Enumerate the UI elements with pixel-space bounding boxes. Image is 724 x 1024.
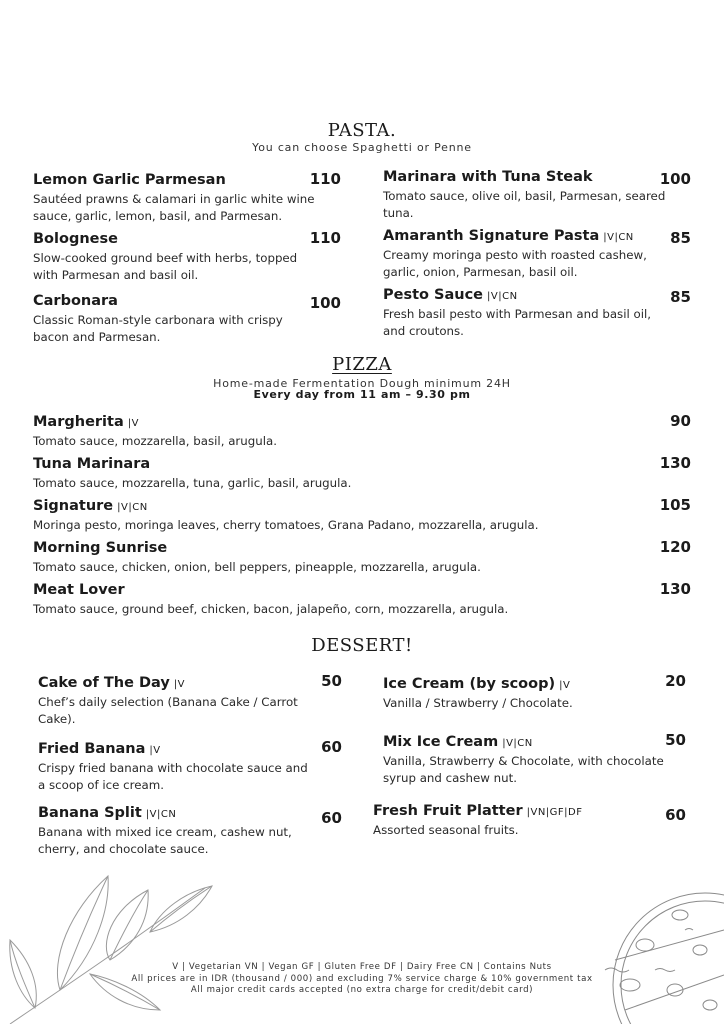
item-name: Meat Lover <box>33 582 125 598</box>
item-description: Vanilla / Strawberry / Chocolate. <box>383 696 573 710</box>
item-description: Tomato sauce, mozzarella, tuna, garlic, basil, arugula. <box>33 476 352 490</box>
menu-item <box>38 741 318 794</box>
item-description: Vanilla, Strawberry & Chocolate, with chocolate syrup and cashew nut. <box>383 754 664 785</box>
menu-item <box>33 540 633 576</box>
item-price: 85 <box>670 288 691 306</box>
item-price: 130 <box>659 580 691 598</box>
pizza-illustration-icon <box>585 890 724 1024</box>
item-description: Tomato sauce, chicken, onion, bell peppers, pineapple, mozzarella, arugula. <box>33 560 481 574</box>
item-name: Fried Banana <box>38 741 146 757</box>
item-name: Cake of The Day <box>38 675 170 691</box>
item-description: Crispy fried banana with chocolate sauce and a scoop of ice cream. <box>38 761 308 792</box>
dietary-tag: |V|CN <box>145 809 177 820</box>
item-price: 60 <box>321 738 342 756</box>
dietary-tag: |V <box>559 680 571 691</box>
item-name: Banana Split <box>38 805 142 821</box>
item-price: 50 <box>665 731 686 749</box>
item-name: Margherita <box>33 414 124 430</box>
item-name: Amaranth Signature Pasta <box>383 228 600 244</box>
item-name: Lemon Garlic Parmesan <box>33 172 226 188</box>
item-price: 20 <box>665 672 686 690</box>
item-description: Tomato sauce, mozzarella, basil, arugula. <box>33 434 277 448</box>
menu-item <box>383 287 673 340</box>
menu-item <box>383 676 673 712</box>
item-price: 130 <box>659 454 691 472</box>
footer-payment-note: All major credit cards accepted (no extra charge for credit/debit card) <box>190 985 534 995</box>
menu-item <box>33 498 633 534</box>
footer-prices-note: All prices are in IDR (thousand / 000) and excluding 7% service charge & 10% government tax <box>131 973 593 984</box>
menu-item <box>33 231 318 284</box>
menu-item <box>383 734 673 787</box>
item-description: Moringa pesto, moringa leaves, cherry tomatoes, Grana Padano, mozzarella, arugula. <box>33 518 539 532</box>
item-price: 50 <box>321 672 342 690</box>
menu-item <box>38 805 318 858</box>
menu-item <box>383 169 673 222</box>
item-price: 60 <box>665 806 686 824</box>
item-price: 100 <box>309 294 341 312</box>
item-price: 100 <box>659 170 691 188</box>
dessert-section-title: DESSERT! <box>311 635 413 656</box>
footer-legend: V | Vegetarian VN | Vegan GF | Gluten Free DF | Dairy Free CN | Contains Nuts <box>172 962 552 972</box>
menu-item <box>373 803 673 839</box>
item-name: Bolognese <box>33 231 118 247</box>
item-description: Sautéed prawns & calamari in garlic white wine sauce, garlic, lemon, basil, and Parmesan. <box>33 192 315 223</box>
dietary-tag: |V|CN <box>502 738 533 749</box>
leaf-illustration-icon <box>0 870 230 1024</box>
item-price: 110 <box>309 229 341 247</box>
item-description: Tomato sauce, ground beef, chicken, bacon, jalapeño, corn, mozzarella, arugula. <box>33 602 509 616</box>
item-name: Fresh Fruit Platter <box>373 803 523 819</box>
menu-item <box>33 582 633 618</box>
item-price: 120 <box>659 538 691 556</box>
item-price: 85 <box>670 229 691 247</box>
item-price: 105 <box>659 496 691 514</box>
menu-item <box>383 228 673 281</box>
item-name: Ice Cream (by scoop) <box>383 676 556 692</box>
item-description: Chef’s daily selection (Banana Cake / Carrot Cake). <box>38 695 298 726</box>
pasta-section-title: PASTA. <box>327 120 397 141</box>
item-description: Banana with mixed ice cream, cashew nut, cherry, and chocolate sauce. <box>38 825 292 856</box>
item-name: Mix Ice Cream <box>383 734 499 750</box>
dietary-tag: |V <box>127 418 139 429</box>
item-description: Tomato sauce, olive oil, basil, Parmesan, seared tuna. <box>383 189 666 220</box>
item-price: 60 <box>321 809 342 827</box>
pasta-section-subtitle: You can choose Spaghetti or Penne <box>252 141 472 154</box>
dietary-tag: |V|CN <box>117 502 148 513</box>
menu-item <box>33 414 633 450</box>
item-price: 90 <box>670 412 691 430</box>
pizza-hours: Every day from 11 am – 9.30 pm <box>253 388 471 401</box>
item-name: Tuna Marinara <box>33 456 151 472</box>
item-name: Marinara with Tuna Steak <box>383 169 593 185</box>
item-description: Fresh basil pesto with Parmesan and basil oil, and croutons. <box>383 307 652 338</box>
item-description: Slow-cooked ground beef with herbs, topped with Parmesan and basil oil. <box>33 251 298 282</box>
item-name: Morning Sunrise <box>33 540 168 556</box>
item-description: Assorted seasonal fruits. <box>373 823 519 837</box>
menu-item <box>33 172 318 225</box>
item-description: Classic Roman-style carbonara with crispy bacon and Parmesan. <box>33 313 283 344</box>
item-name: Signature <box>33 498 114 514</box>
pizza-section-subtitle: Home-made Fermentation Dough minimum 24H <box>213 377 511 390</box>
dietary-tag: |VN|GF|DF <box>526 807 583 818</box>
item-price: 110 <box>309 170 341 188</box>
item-description: Creamy moringa pesto with roasted cashew, garlic, onion, Parmesan, basil oil. <box>383 248 647 279</box>
item-name: Carbonara <box>33 293 118 309</box>
menu-item <box>33 456 633 492</box>
dietary-tag: |V|CN <box>603 232 634 243</box>
dietary-tag: |V <box>173 679 186 690</box>
menu-item <box>33 293 318 346</box>
pizza-section-title: PIZZA <box>332 354 392 375</box>
dietary-tag: |V|CN <box>487 291 518 302</box>
item-name: Pesto Sauce <box>383 287 484 303</box>
dietary-tag: |V <box>149 745 161 756</box>
menu-item <box>38 675 318 728</box>
